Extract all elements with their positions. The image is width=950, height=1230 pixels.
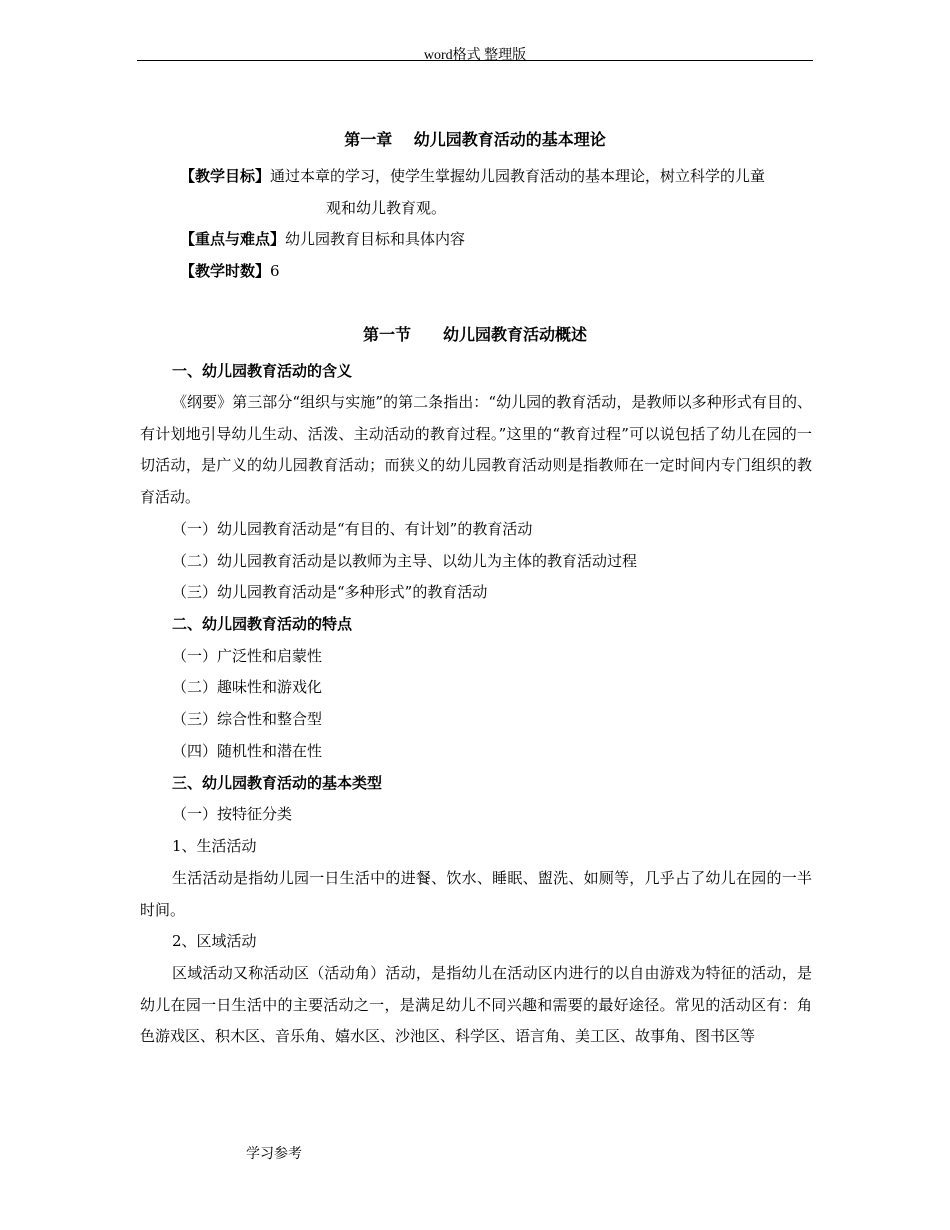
list-item: （三）综合性和整合型: [172, 710, 323, 728]
paragraph-definition: 《纲要》第三部分“组织与实施”的第二条指出：“幼儿园的教育活动，是教师以多种形式有目的、有计划地引导幼儿生动、活泼、主动活动的教育过程。”这里的“教育过程”可以说包括了幼儿在园的一切活动，是广义的幼儿园教育活动；而狭义的幼儿园教育活动则是指教师在一定时间内专门组织的教育活动。: [140, 393, 812, 507]
section-title: 第一节 幼儿园教育活动概述: [362, 325, 587, 344]
page-footer: 学习参考: [246, 1146, 302, 1162]
teaching-hours-label: 【教学时数】: [180, 262, 271, 280]
chapter-title: 第一章 幼儿园教育活动的基本理论: [344, 130, 606, 149]
heading-3: 三、幼儿园教育活动的基本类型: [172, 774, 383, 792]
paragraph-life-activity: 生活活动是指幼儿园一日生活中的进餐、饮水、睡眠、盥洗、如厕等，几乎占了幼儿在园的一半时间。: [140, 869, 812, 919]
item-title-life-activity: 1、生活活动: [172, 837, 257, 855]
heading-1: 一、幼儿园教育活动的含义: [172, 362, 353, 380]
teaching-hours-value: 6: [270, 262, 280, 280]
list-item: （一）广泛性和启蒙性: [172, 647, 323, 665]
teaching-hours: [180, 261, 280, 281]
teaching-goal-continued: 观和幼儿教育观。: [326, 199, 447, 217]
focus-difficulty: [180, 229, 465, 249]
list-item: （一）幼儿园教育活动是“有目的、有计划”的教育活动: [172, 520, 533, 538]
sub-heading: （一）按特征分类: [172, 805, 293, 823]
heading-2: 二、幼儿园教育活动的特点: [172, 615, 353, 633]
paragraph-area-activity: 区域活动又称活动区（活动角）活动，是指幼儿在活动区内进行的以自由游戏为特征的活动，是幼儿在园一日生活中的主要活动之一，是满足幼儿不同兴趣和需要的最好途径。常见的活动区有：角色游戏区、积木区、音乐角、嬉水区、沙池区、科学区、语言角、美工区、故事角、图书区等: [140, 964, 812, 1046]
teaching-goal: [180, 166, 765, 186]
focus-difficulty-text: 幼儿园教育目标和具体内容: [285, 230, 466, 248]
teaching-goal-text: 通过本章的学习，使学生掌握幼儿园教育活动的基本理论，树立科学的儿童: [270, 167, 766, 185]
teaching-goal-label: 【教学目标】: [180, 167, 271, 185]
item-title-area-activity: 2、区域活动: [172, 932, 257, 950]
page-header: word格式 整理版: [423, 48, 527, 63]
header-divider: [137, 60, 813, 61]
list-item: （二）趣味性和游戏化: [172, 678, 323, 696]
list-item: （四）随机性和潜在性: [172, 742, 323, 760]
list-item: （三）幼儿园教育活动是“多种形式”的教育活动: [172, 583, 488, 601]
focus-difficulty-label: 【重点与难点】: [180, 230, 286, 248]
list-item: （二）幼儿园教育活动是以教师为主导、以幼儿为主体的教育活动过程: [172, 552, 638, 570]
